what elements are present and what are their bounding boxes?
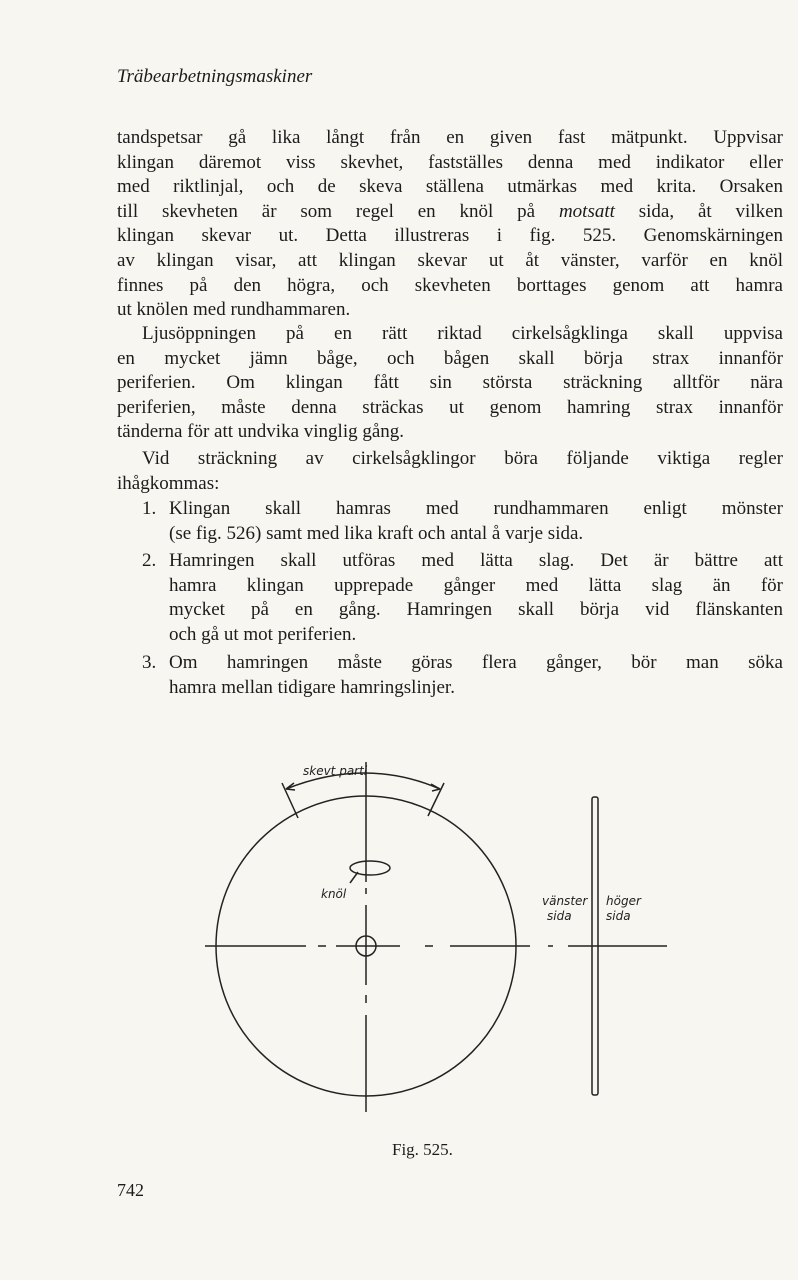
page-number: 742 [117, 1180, 144, 1200]
text-line: Ljusöppningen på en rätt riktad cirkelsågklinga skall uppvisa [142, 323, 783, 344]
text-line: tandspetsar gå lika långt från en given fast mätpunkt. Uppvisar [117, 127, 783, 148]
text-line: Om hamringen måste göras flera gånger, bör man söka [169, 652, 783, 673]
text-line: Hamringen skall utföras med lätta slag. Det är bättre att [169, 550, 783, 571]
text-line: med riktlinjal, och de skeva ställena utmärkas med krita. Orsaken [117, 176, 783, 198]
label-hoger: höger [606, 894, 641, 908]
list-number: 3. [142, 652, 157, 673]
text-line: Klingan skall hamras med rundhammaren enligt mönster [169, 498, 783, 519]
text-line: klingan skevar ut. Detta illustreras i fig. 525. Genomskärningen [117, 225, 783, 247]
text-line: mycket på en gång. Hamringen skall börja vid flänskanten [169, 599, 783, 621]
label-hoger-sida: sida [606, 909, 631, 923]
text-line: (se fig. 526) samt med lika kraft och antal å varje sida. [169, 522, 584, 544]
text-line: hamra mellan tidigare hamringslinjer. [169, 676, 455, 698]
text-line: till skevheten är som regel en knöl på motsatt sida, åt vilken [117, 200, 783, 222]
figure-caption: Fig. 525. [392, 1140, 453, 1159]
text-line: Vid sträckning av cirkelsågklingor böra följande viktiga regler [142, 448, 783, 469]
text-line: en mycket jämn båge, och bågen skall börja strax innanför [117, 347, 783, 369]
text-line: och gå ut mot periferien. [169, 623, 357, 645]
text-line: av klingan visar, att klingan skevar ut åt vänster, varför en knöl [117, 249, 783, 271]
label-skevt-parti: skevt parti [303, 764, 368, 778]
list-number: 1. [142, 498, 157, 519]
text-line: tänderna för att undvika vinglig gång. [117, 421, 405, 443]
text-line: ut knölen med rundhammaren. [117, 299, 351, 321]
text-line: klingan däremot viss skevhet, fastställes denna med indikator eller [117, 151, 783, 173]
label-vanster: vänster [542, 894, 588, 908]
list-number: 2. [142, 550, 157, 571]
text-line: finnes på den högra, och skevheten borttages genom att hamra [117, 274, 783, 296]
label-knol: knöl [321, 887, 347, 901]
text-line: ihågkommas: [117, 472, 220, 494]
text-line: hamra klingan upprepade gånger med lätta slag än för [169, 574, 783, 596]
running-header: Träbearbetningsmaskiner [117, 66, 313, 87]
text-line: periferien. Om klingan fått sin största sträckning alltför nära [117, 372, 783, 394]
knol-bump [350, 861, 390, 875]
text-line: periferien, måste denna sträckas ut genom hamring strax innanför [117, 396, 783, 418]
label-vanster-sida: sida [547, 909, 572, 923]
